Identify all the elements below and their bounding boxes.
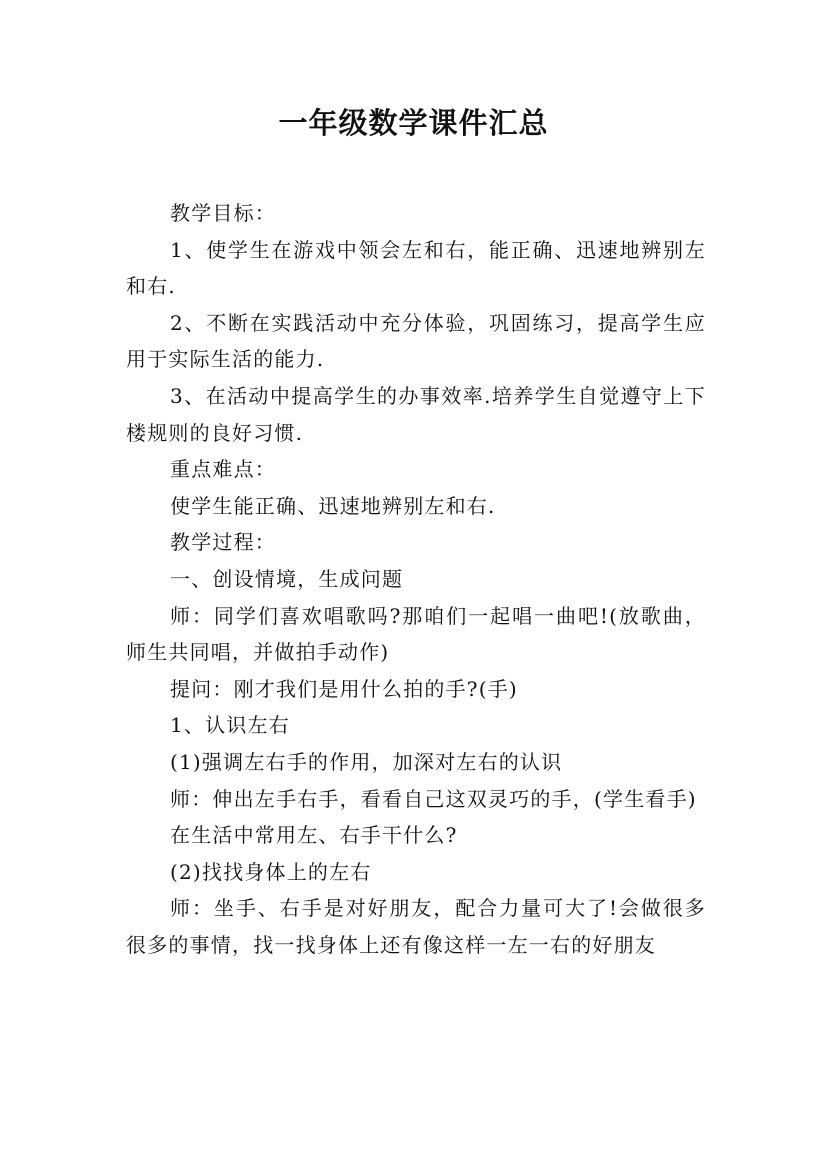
paragraph: (1)强调左右手的作用，加深对左右的认识 <box>170 749 563 774</box>
document-title: 一年级数学课件汇总 <box>278 106 549 140</box>
document-body <box>126 195 706 963</box>
paragraph: 教学过程： <box>170 530 276 555</box>
paragraph: 1、使学生在游戏中领会左和右，能正确、迅速地辨别左和右. <box>126 237 706 299</box>
paragraph: 师：坐手、右手是对好朋友，配合力量可大了!会做很多很多的事情，找一找身体上还有像这样一左一右的好朋友 <box>126 896 706 957</box>
paragraph: 提问：刚才我们是用什么拍的手?(手) <box>170 676 518 701</box>
paragraph: 师：同学们喜欢唱歌吗?那咱们一起唱一曲吧!(放歌曲，师生共同唱，并做拍手动作) <box>126 603 706 665</box>
paragraph: 使学生能正确、迅速地辨别左和右. <box>170 493 496 518</box>
paragraph: 3、在活动中提高学生的办事效率.培养学生自觉遵守上下楼规则的良好习惯. <box>126 383 706 445</box>
paragraph: 2、不断在实践活动中充分体验，巩固练习，提高学生应用于实际生活的能力. <box>126 310 706 372</box>
paragraph: 1、认识左右 <box>170 713 290 738</box>
paragraph: 一、创设情境，生成问题 <box>170 566 404 591</box>
paragraph: 在生活中常用左、右手干什么? <box>170 823 458 848</box>
paragraph: 教学目标： <box>170 201 276 225</box>
paragraph: (2)找找身体上的左右 <box>170 859 372 884</box>
paragraph: 师：伸出左手右手，看看自己这双灵巧的手，(学生看手) <box>170 786 697 811</box>
paragraph: 重点难点： <box>170 457 276 482</box>
